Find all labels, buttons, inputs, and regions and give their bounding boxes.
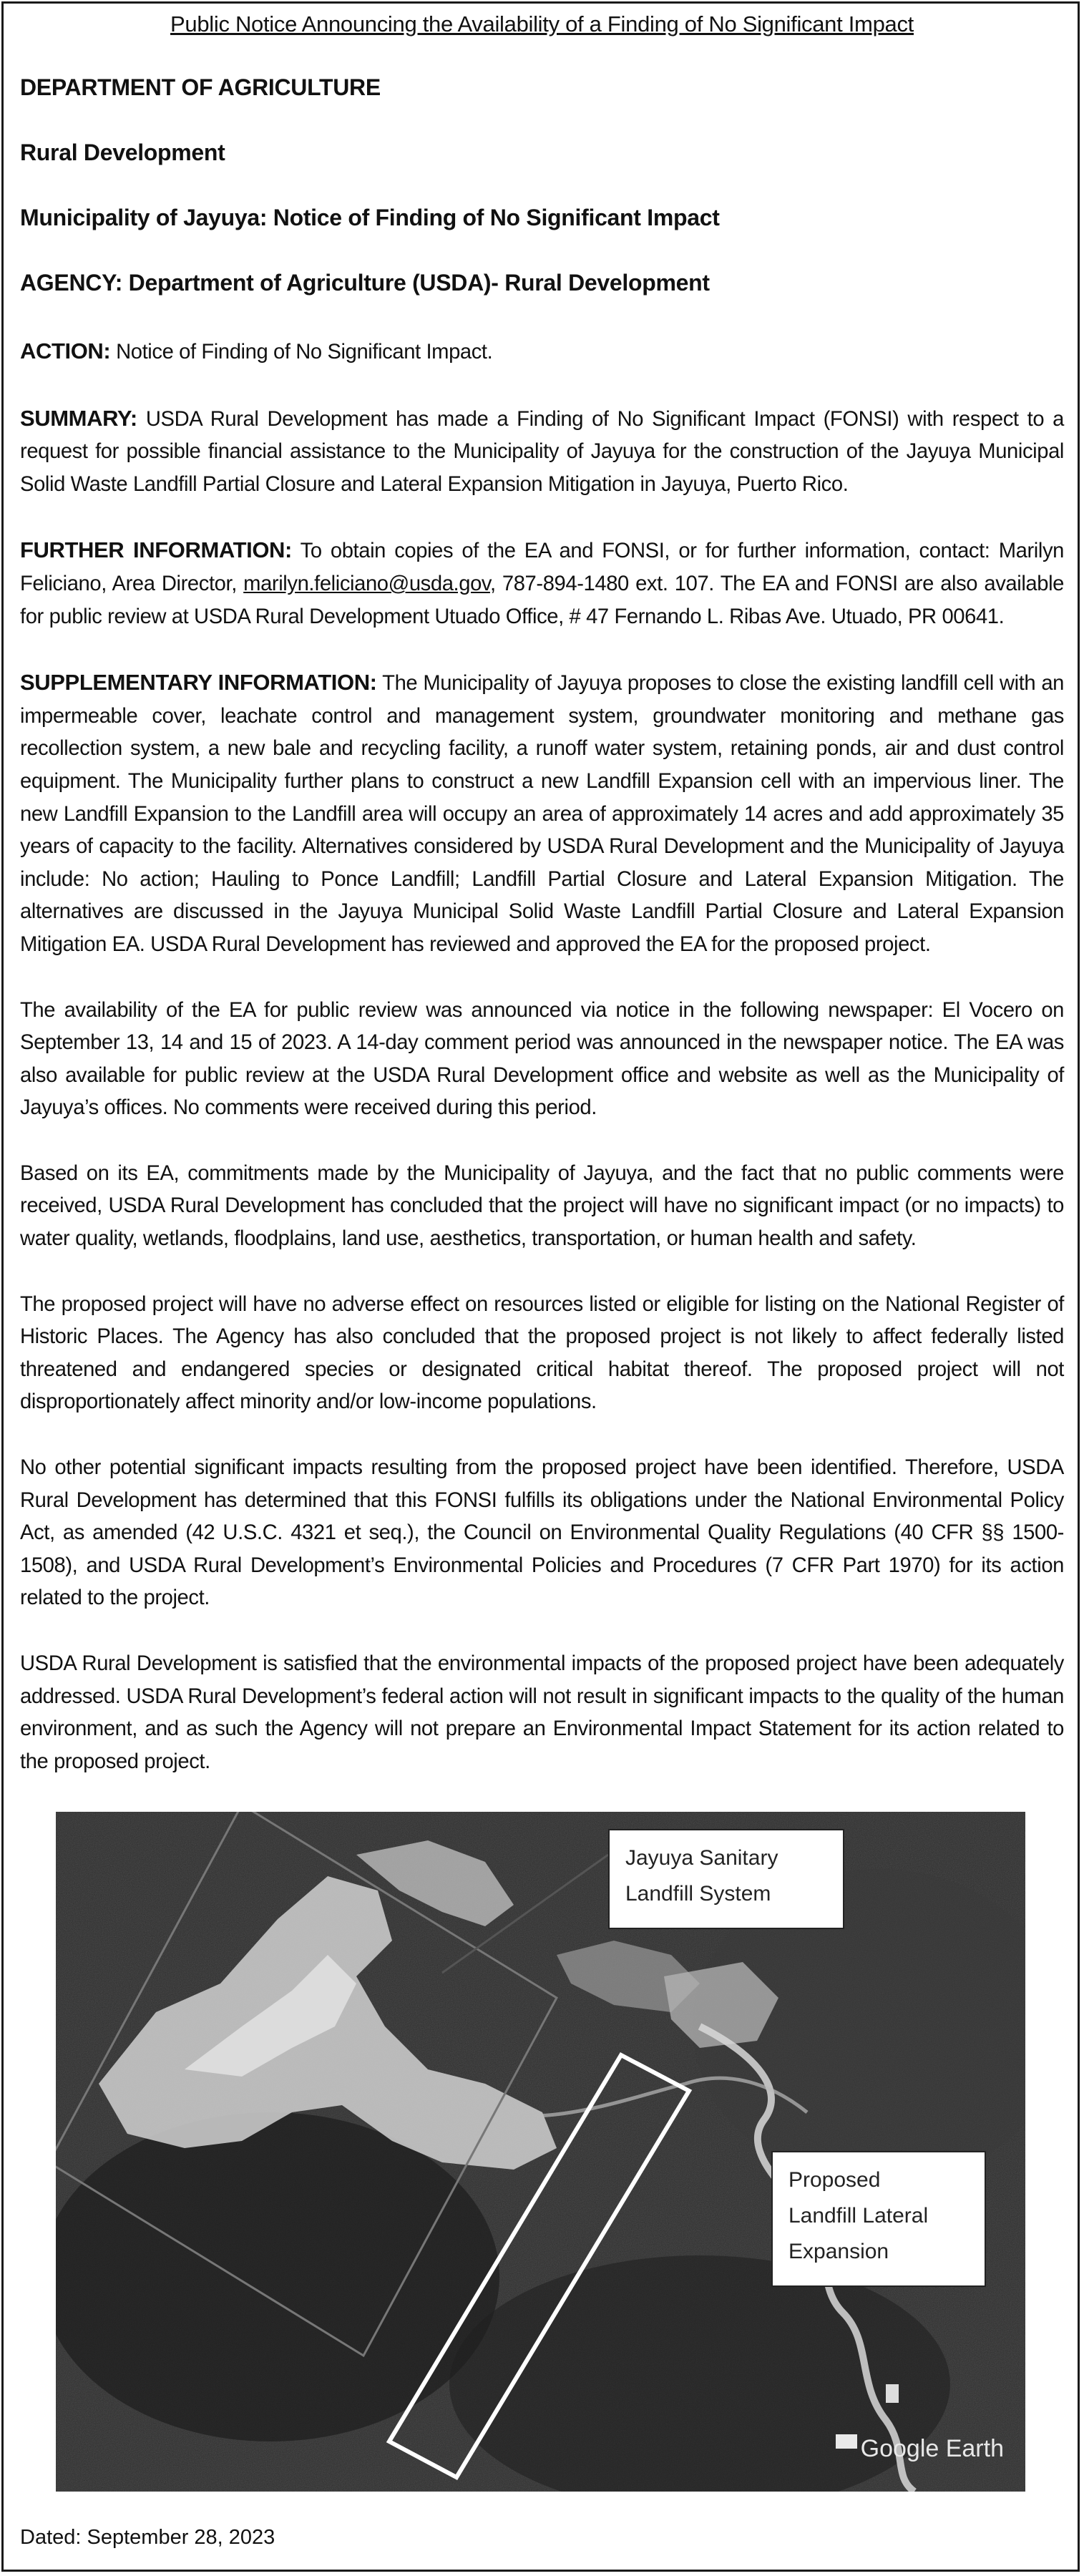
agency-heading: AGENCY: Department of Agriculture (USDA)- Rural Development — [20, 270, 710, 296]
summary-label: SUMMARY: — [20, 405, 137, 431]
summary-text: USDA Rural Development has made a Finding of No Significant Impact (FONSI) with respect to a request for possible financial assistance to the Municipality of Jayuya for the construction of the Jayuya Municipal Solid Waste Landfill Partial Closure and Lateral Expansion Mitigation in Jayuya, Puerto Rico. — [20, 407, 1064, 496]
nepa-paragraph: No other potential significant impacts resulting from the proposed project have been identified. Therefore, USDA Rural Development has determined that this FONSI fulfills its obligations under the National Environmental Policy Act, as amended (42 U.S.C. 4321 et seq.), the Council on Environmental Quality Regulations (40 CFR §§ 1500-1508), and USDA Rural Development’s Environmental Policies and Procedures (7 CFR Part 1970) for its action related to the project. — [20, 1456, 1064, 1610]
sanitary-landfill-label-line-1: Jayuya Sanitary — [625, 1846, 778, 1870]
further-information-text-continued: , 787-894-1480 ext. 107. The EA and FONSI are also available for public review at USDA Rural Development Utuado Office, # 47 Fernando L. Ribas Ave. Utuado, PR 00641. — [20, 572, 1064, 628]
sanitary-landfill-label-line-2: Landfill System — [625, 1882, 771, 1906]
contact-email-link[interactable]: marilyn.feliciano@usda.gov — [243, 572, 490, 595]
proposed-expansion-label — [771, 2151, 986, 2287]
aerial-map-image — [56, 1812, 1025, 2492]
historic-places-paragraph: The proposed project will have no adverse effect on resources listed or eligible for listing on the National Register of Historic Places. The Agency has also concluded that the proposed project is not likely to affect federally listed threatened and endangered species or designated critical habitat thereof. The proposed project will not disproportionately affect minority and/or low-income populations. — [20, 1292, 1064, 1414]
supplementary-information-paragraph — [20, 666, 1064, 961]
rural-development-heading: Rural Development — [20, 140, 225, 165]
further-information-label: FURTHER INFORMATION: — [20, 537, 292, 563]
notice-subject-heading: Municipality of Jayuya: Notice of Finding of No Significant Impact — [20, 205, 720, 230]
proposed-expansion-label-line-2: Landfill Lateral — [788, 2204, 929, 2228]
action-paragraph — [20, 335, 1064, 369]
supplementary-information-text: The Municipality of Jayuya proposes to close the existing landfill cell with an impermeable cover, leachate control and management system, groundwater monitoring and methane gas recollection system, a new bale and recycling facility, a runoff water system, retaining ponds, air and dust control equipment. The Municipality further plans to construct a new Landfill Expansion cell with an impervious liner. The new Landfill Expansion to the Landfill area will occupy an area of approximately 14 acres and add approximately 35 years of capacity to the facility. Alternatives considered by USDA Rural Development and the Municipality of Jayuya include: No action; Hauling to Ponce Landfill; Landfill Partial Closure and Lateral Expansion Mitigation. The alternatives are discussed in the Jayuya Municipal Solid Waste Landfill Partial Closure and Lateral Expansion Mitigation EA. USDA Rural Development has reviewed and approved the EA for the proposed project. — [20, 672, 1064, 956]
final-paragraph: USDA Rural Development is satisfied that the environmental impacts of the proposed project have been adequately addressed. USDA Rural Development’s federal action will not result in significant impacts to the quality of the human environment, and as such the Agency will not prepare an Environmental Impact Statement for its action related to the proposed project. — [20, 1652, 1064, 1773]
google-earth-watermark: Google Earth — [860, 2435, 1004, 2462]
further-information-paragraph — [20, 534, 1064, 633]
proposed-expansion-label-line-1: Proposed — [788, 2168, 881, 2192]
sanitary-landfill-label — [608, 1829, 844, 1929]
conclusion-paragraph: Based on its EA, commitments made by the Municipality of Jayuya, and the fact that no public comments were received, USDA Rural Development has concluded that the project will have no significant impact (or no impacts) to water quality, wetlands, floodplains, land use, aesthetics, transportation, or human health and safety. — [20, 1161, 1064, 1251]
supplementary-information-label: SUPPLEMENTARY INFORMATION: — [20, 670, 377, 696]
action-label: ACTION: — [20, 338, 111, 364]
dated-line: Dated: September 28, 2023 — [20, 2526, 275, 2549]
notice-title: Public Notice Announcing the Availability of a Finding of No Significant Impact — [170, 11, 914, 36]
department-heading: DEPARTMENT OF AGRICULTURE — [20, 74, 381, 100]
public-review-paragraph: The availability of the EA for public review was announced via notice in the following newspaper: El Vocero on September 13, 14 and 15 of 2023. A 14-day comment period was announced in the newspaper notice. The EA was also available for public review at the USDA Rural Development office and website as well as the Municipality of Jayuya’s offices. No comments were received during this period. — [20, 998, 1064, 1120]
further-information-text: To obtain copies of the EA and FONSI, or for further information, contact: Marilyn Feliciano, Area Director, — [20, 540, 1064, 595]
notice-body — [20, 11, 1064, 1811]
action-text: Notice of Finding of No Significant Impact. — [110, 341, 493, 364]
proposed-expansion-label-line-3: Expansion — [788, 2240, 889, 2263]
summary-paragraph — [20, 402, 1064, 502]
